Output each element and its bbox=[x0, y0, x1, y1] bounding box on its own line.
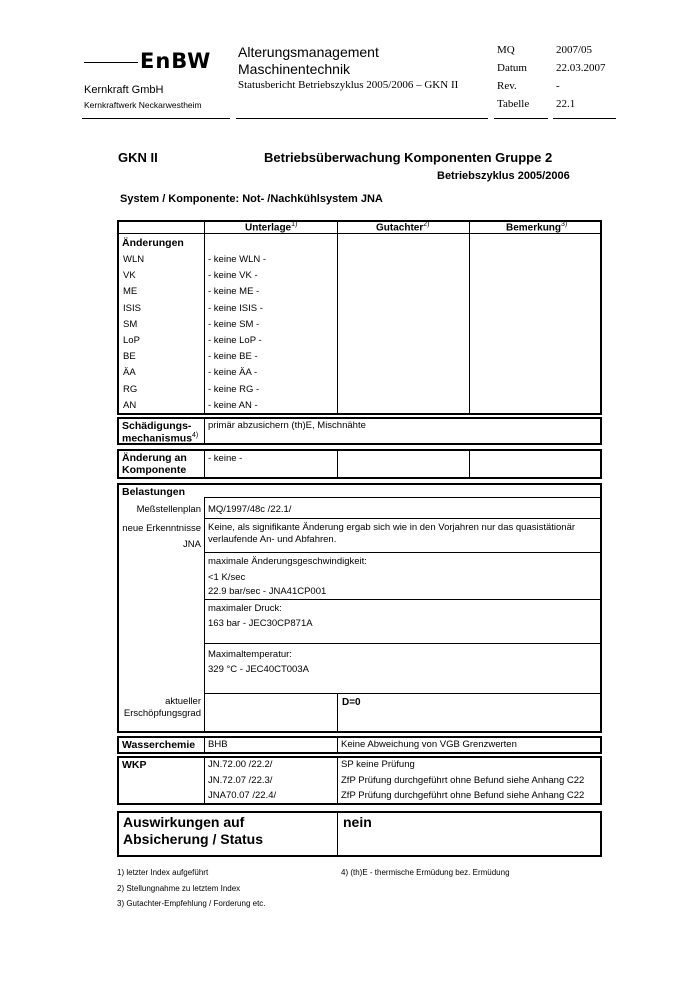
col-header-unterlage-sup: 1) bbox=[291, 221, 298, 228]
wasserchemie-label: Wasserchemie bbox=[122, 739, 196, 751]
header-title-1: Alterungsmanagement bbox=[238, 44, 379, 60]
header-rule-1 bbox=[82, 118, 230, 119]
messstellen-value: MQ/1997/48c /22.1/ bbox=[208, 504, 292, 515]
aenderung-value: - keine AN - bbox=[208, 399, 258, 411]
cycle-label: Betriebszyklus 2005/2006 bbox=[437, 170, 570, 182]
temperatur-title: Maximaltemperatur: bbox=[208, 649, 292, 660]
meta-value-tabelle: 22.1 bbox=[556, 98, 576, 110]
col-header-unterlage-text: Unterlage bbox=[245, 222, 292, 234]
schaedigung-label-1: Schädigungs- bbox=[122, 420, 192, 432]
col-header-bemerkung-sup: 3) bbox=[561, 221, 568, 228]
bel-rule-erkenntnisse-top bbox=[204, 518, 602, 519]
aenderung-code: AN bbox=[123, 399, 137, 411]
aenderungsgeschwindigkeit-title: maximale Änderungsgeschwindigkeit: bbox=[208, 556, 367, 567]
wasserchemie-unterlage: BHB bbox=[208, 739, 228, 750]
logo-rule bbox=[84, 62, 138, 63]
akomp-sep-2 bbox=[337, 449, 338, 479]
aenderungsgeschwindigkeit-value-2: 22.9 bar/sec - JNA41CP001 bbox=[208, 586, 327, 597]
header-rule-4 bbox=[553, 118, 616, 119]
akomp-sep-1 bbox=[204, 449, 205, 479]
system-label: System / Komponente: Not- /Nachkühlsystem JNA bbox=[120, 193, 383, 205]
aenderungsgeschwindigkeit-value-1: <1 K/sec bbox=[208, 572, 246, 583]
col-sep-1 bbox=[204, 220, 205, 415]
aenderung-code: VK bbox=[123, 270, 136, 282]
meta-key-datum: Datum bbox=[497, 62, 527, 74]
druck-value: 163 bar - JEC30CP871A bbox=[208, 618, 313, 629]
aenderung-value: - keine WLN - bbox=[208, 254, 267, 265]
wkp-bemerkung: ZfP Prüfung durchgeführt ohne Befund siehe Anhang C22 bbox=[341, 774, 585, 786]
ausw-sep bbox=[337, 811, 338, 857]
header-title-2: Maschinentechnik bbox=[238, 61, 351, 77]
erschoepfungsgrad-value: D=0 bbox=[342, 697, 361, 708]
aenderungen-block bbox=[117, 220, 602, 415]
aenderung-code: WLN bbox=[123, 254, 145, 265]
messstellen-label: Meßstellenplan bbox=[136, 504, 201, 515]
footnote-4: 4) (th)E - thermische Ermüdung bez. Ermüdung bbox=[341, 868, 510, 877]
meta-key-mq: MQ bbox=[497, 44, 515, 56]
aenderung-code: BE bbox=[123, 351, 136, 363]
footnote-1: 1) letzter Index aufgeführt bbox=[117, 868, 209, 877]
meta-key-tabelle: Tabelle bbox=[497, 98, 530, 110]
aenderung-code: ISIS bbox=[123, 302, 141, 314]
aenderung-code: ME bbox=[123, 286, 138, 298]
col-header-bemerkung bbox=[506, 221, 567, 233]
bel-rule-erschoepf-top bbox=[204, 693, 602, 694]
unit-label: GKN II bbox=[118, 150, 158, 165]
aenderung-value: - keine LoP - bbox=[208, 335, 262, 346]
col-header-gutachter bbox=[376, 221, 429, 233]
bel-rule-aend-top bbox=[204, 552, 602, 553]
erschoepfungsgrad-label-2: Erschöpfungsgrad bbox=[123, 708, 201, 719]
aenderung-value: - keine ISIS - bbox=[208, 302, 263, 314]
header-subtitle: Statusbericht Betriebszyklus 2005/2006 – GKN II bbox=[238, 79, 459, 91]
temperatur-value: 329 °C - JEC40CT003A bbox=[208, 664, 309, 675]
aenderung-value: - keine RG - bbox=[208, 383, 260, 395]
meta-value-mq: 2007/05 bbox=[556, 44, 593, 56]
page-heading: Betriebsüberwachung Komponenten Gruppe 2 bbox=[264, 150, 553, 165]
aenderung-value: - keine SM - bbox=[208, 318, 260, 330]
col-header-gutachter-text: Gutachter bbox=[376, 222, 424, 234]
aenderung-komponente-block bbox=[117, 449, 602, 479]
wkp-unterlage: JN.72.00 /22.2/ bbox=[208, 759, 273, 770]
col-sep-3 bbox=[469, 220, 470, 415]
meta-value-rev: - bbox=[556, 80, 560, 92]
bel-rule-temp-top bbox=[204, 643, 602, 644]
plant-name: Kernkraftwerk Neckarwestheim bbox=[84, 100, 202, 110]
wasser-sep-1 bbox=[204, 736, 205, 754]
auswirkungen-value: nein bbox=[343, 814, 372, 830]
footnote-2: 2) Stellungnahme zu letztem Index bbox=[117, 884, 241, 893]
wkp-unterlage: JNA70.07 /22.4/ bbox=[208, 790, 277, 801]
wkp-sep-2 bbox=[337, 756, 338, 805]
meta-value-datum: 22.03.2007 bbox=[556, 62, 606, 74]
aenderung-code: ÄA bbox=[123, 367, 136, 379]
aenderung-komponente-label-1: Änderung an bbox=[122, 452, 187, 464]
meta-key-rev: Rev. bbox=[497, 80, 517, 92]
col-header-gutachter-sup: 2) bbox=[423, 221, 430, 228]
wkp-unterlage: JN.72.07 /22.3/ bbox=[208, 774, 273, 786]
wasser-sep-2 bbox=[337, 736, 338, 754]
belastungen-title: Belastungen bbox=[122, 486, 186, 498]
col-sep-2 bbox=[337, 220, 338, 415]
erkenntnisse-line-2: verlaufende An- und Abfahren. bbox=[208, 534, 337, 545]
col-header-bemerkung-text: Bemerkung bbox=[506, 222, 562, 234]
schaedigung-label-2 bbox=[122, 432, 198, 445]
aenderung-code: SM bbox=[123, 318, 138, 330]
erkenntnisse-label-1: neue Erkenntnisse bbox=[122, 523, 201, 534]
wkp-sep-1 bbox=[204, 756, 205, 805]
auswirkungen-label-2: Absicherung / Status bbox=[123, 831, 264, 847]
akomp-sep-3 bbox=[469, 449, 470, 479]
wkp-bemerkung: SP keine Prüfung bbox=[341, 759, 415, 770]
erschoepfungsgrad-label-1: aktueller bbox=[165, 696, 201, 707]
aenderung-value: - keine VK - bbox=[208, 270, 258, 282]
wkp-bemerkung: ZfP Prüfung durchgeführt ohne Befund siehe Anhang C22 bbox=[341, 790, 585, 801]
col-header-unterlage bbox=[245, 221, 297, 233]
header-rule-2 bbox=[236, 118, 488, 119]
aenderungen-title: Änderungen bbox=[122, 237, 184, 249]
wasserchemie-bemerkung: Keine Abweichung von VGB Grenzwerten bbox=[341, 739, 517, 750]
aenderung-code: LoP bbox=[123, 335, 140, 346]
schaedigung-sep bbox=[204, 417, 205, 445]
erkenntnisse-label-2: JNA bbox=[183, 539, 201, 550]
schaedigung-value: primär abzusichern (th)E, Mischnähte bbox=[208, 420, 366, 431]
wkp-label: WKP bbox=[122, 759, 147, 771]
aenderung-komponente-label-2: Komponente bbox=[122, 464, 187, 476]
aenderung-code: RG bbox=[123, 383, 138, 395]
footnote-3: 3) Gutachter-Empfehlung / Forderung etc. bbox=[117, 899, 266, 908]
bel-sep-2 bbox=[337, 693, 338, 733]
schaedigung-label-2-text: mechanismus bbox=[122, 432, 193, 445]
bel-rule-druck-top bbox=[204, 599, 602, 600]
aenderung-value: - keine BE - bbox=[208, 351, 258, 363]
druck-title: maximaler Druck: bbox=[208, 603, 282, 614]
company-name: Kernkraft GmbH bbox=[84, 84, 164, 96]
bel-sep-1 bbox=[204, 497, 205, 733]
auswirkungen-label-1: Auswirkungen auf bbox=[123, 814, 245, 830]
erkenntnisse-line-1: Keine, als signifikante Änderung ergab sich wie in den Vorjahren nur das quasistätionär bbox=[208, 522, 576, 533]
aenderung-value: - keine ME - bbox=[208, 286, 260, 298]
aenderung-komponente-value: - keine - bbox=[208, 453, 243, 464]
enbw-logo: EnBW bbox=[140, 49, 212, 73]
schaedigung-sup: 4) bbox=[192, 432, 199, 439]
aenderung-value: - keine ÄA - bbox=[208, 367, 258, 379]
bel-rule-messstellen-top bbox=[204, 497, 602, 498]
header-rule-3 bbox=[494, 118, 548, 119]
